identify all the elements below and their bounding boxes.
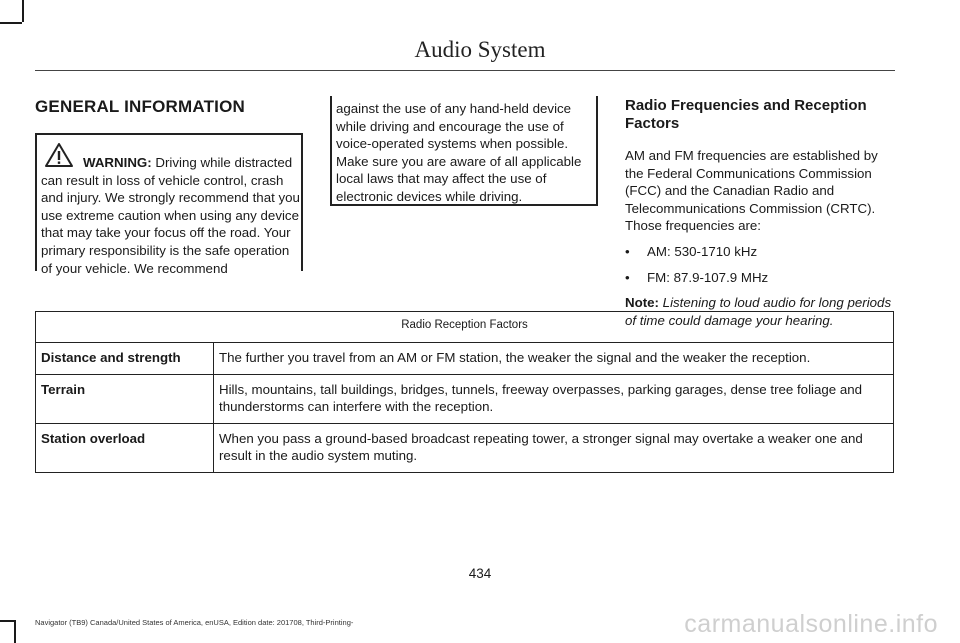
crop-mark-top-left-h bbox=[0, 22, 22, 24]
edition-footer: Navigator (TB9) Canada/United States of America, enUSA, Edition date: 201708, Third-Printing- bbox=[35, 618, 354, 627]
header-divider bbox=[35, 70, 895, 71]
section-title: GENERAL INFORMATION bbox=[35, 97, 245, 116]
factor-name: Station overload bbox=[36, 424, 214, 473]
note-text: Listening to loud audio for long periods of time could damage your hearing. bbox=[625, 295, 892, 328]
crop-mark-top-left-v bbox=[22, 0, 24, 22]
frequency-fm: FM: 87.9-107.9 MHz bbox=[647, 269, 769, 285]
warning-label: WARNING: bbox=[83, 155, 152, 170]
warning-text-part1 bbox=[41, 154, 303, 277]
warning-box-part2 bbox=[330, 96, 598, 206]
table-row bbox=[36, 375, 894, 424]
table-row bbox=[36, 424, 894, 473]
list-item bbox=[625, 243, 897, 261]
radio-intro: AM and FM frequencies are established by the Federal Communications Commission (FCC) and the Canadian Radio and Telecommunications Commission (CRTC). Those frequencies are: bbox=[625, 148, 878, 234]
factor-name: Terrain bbox=[36, 375, 214, 424]
frequency-am: AM: 530-1710 kHz bbox=[647, 243, 758, 259]
note-label: Note: bbox=[625, 295, 659, 311]
radio-frequencies-section bbox=[625, 97, 897, 329]
factor-description: The further you travel from an AM or FM station, the weaker the signal and the weaker the reception. bbox=[214, 343, 894, 375]
factor-description: When you pass a ground-based broadcast repeating tower, a stronger signal may overtake a weaker one and result in the audio system muting. bbox=[214, 424, 894, 473]
watermark: carmanualsonline.info bbox=[684, 610, 938, 638]
table-caption-row bbox=[36, 312, 894, 343]
page-number: 434 bbox=[468, 566, 492, 581]
radio-subtitle: Radio Frequencies and Reception Factors bbox=[625, 97, 867, 132]
crop-mark-bottom-left-v bbox=[14, 620, 16, 643]
table-caption: Radio Reception Factors bbox=[36, 312, 894, 343]
factor-description: Hills, mountains, tall buildings, bridges, tunnels, freeway overpasses, parking garages, dense tree foliage and thunderstorms can interfere with the reception. bbox=[214, 375, 894, 424]
bullet: • bbox=[625, 269, 630, 285]
reception-factors-table bbox=[35, 311, 894, 473]
list-item bbox=[625, 269, 897, 287]
warning-body-part1: Driving while distracted can result in loss of vehicle control, crash and injury. We strongly recommend that you use extreme caution when using any device that may take your focus off the road. Your primary responsibility is the safe operation of your vehicle. We recommend bbox=[41, 155, 300, 276]
frequency-list bbox=[625, 243, 897, 286]
warning-body-part2: against the use of any hand-held device while driving and encourage the use of voice-operated systems when possible. Make sure you are aware of all applicable local laws that may affect the use of electronic devices while driving. bbox=[336, 101, 582, 204]
table-row bbox=[36, 343, 894, 375]
crop-mark-bottom-left-h bbox=[0, 620, 14, 622]
factor-name: Distance and strength bbox=[36, 343, 214, 375]
warning-box-part1 bbox=[35, 133, 303, 276]
bullet: • bbox=[625, 243, 630, 259]
page-header-title: Audio System bbox=[414, 37, 546, 62]
